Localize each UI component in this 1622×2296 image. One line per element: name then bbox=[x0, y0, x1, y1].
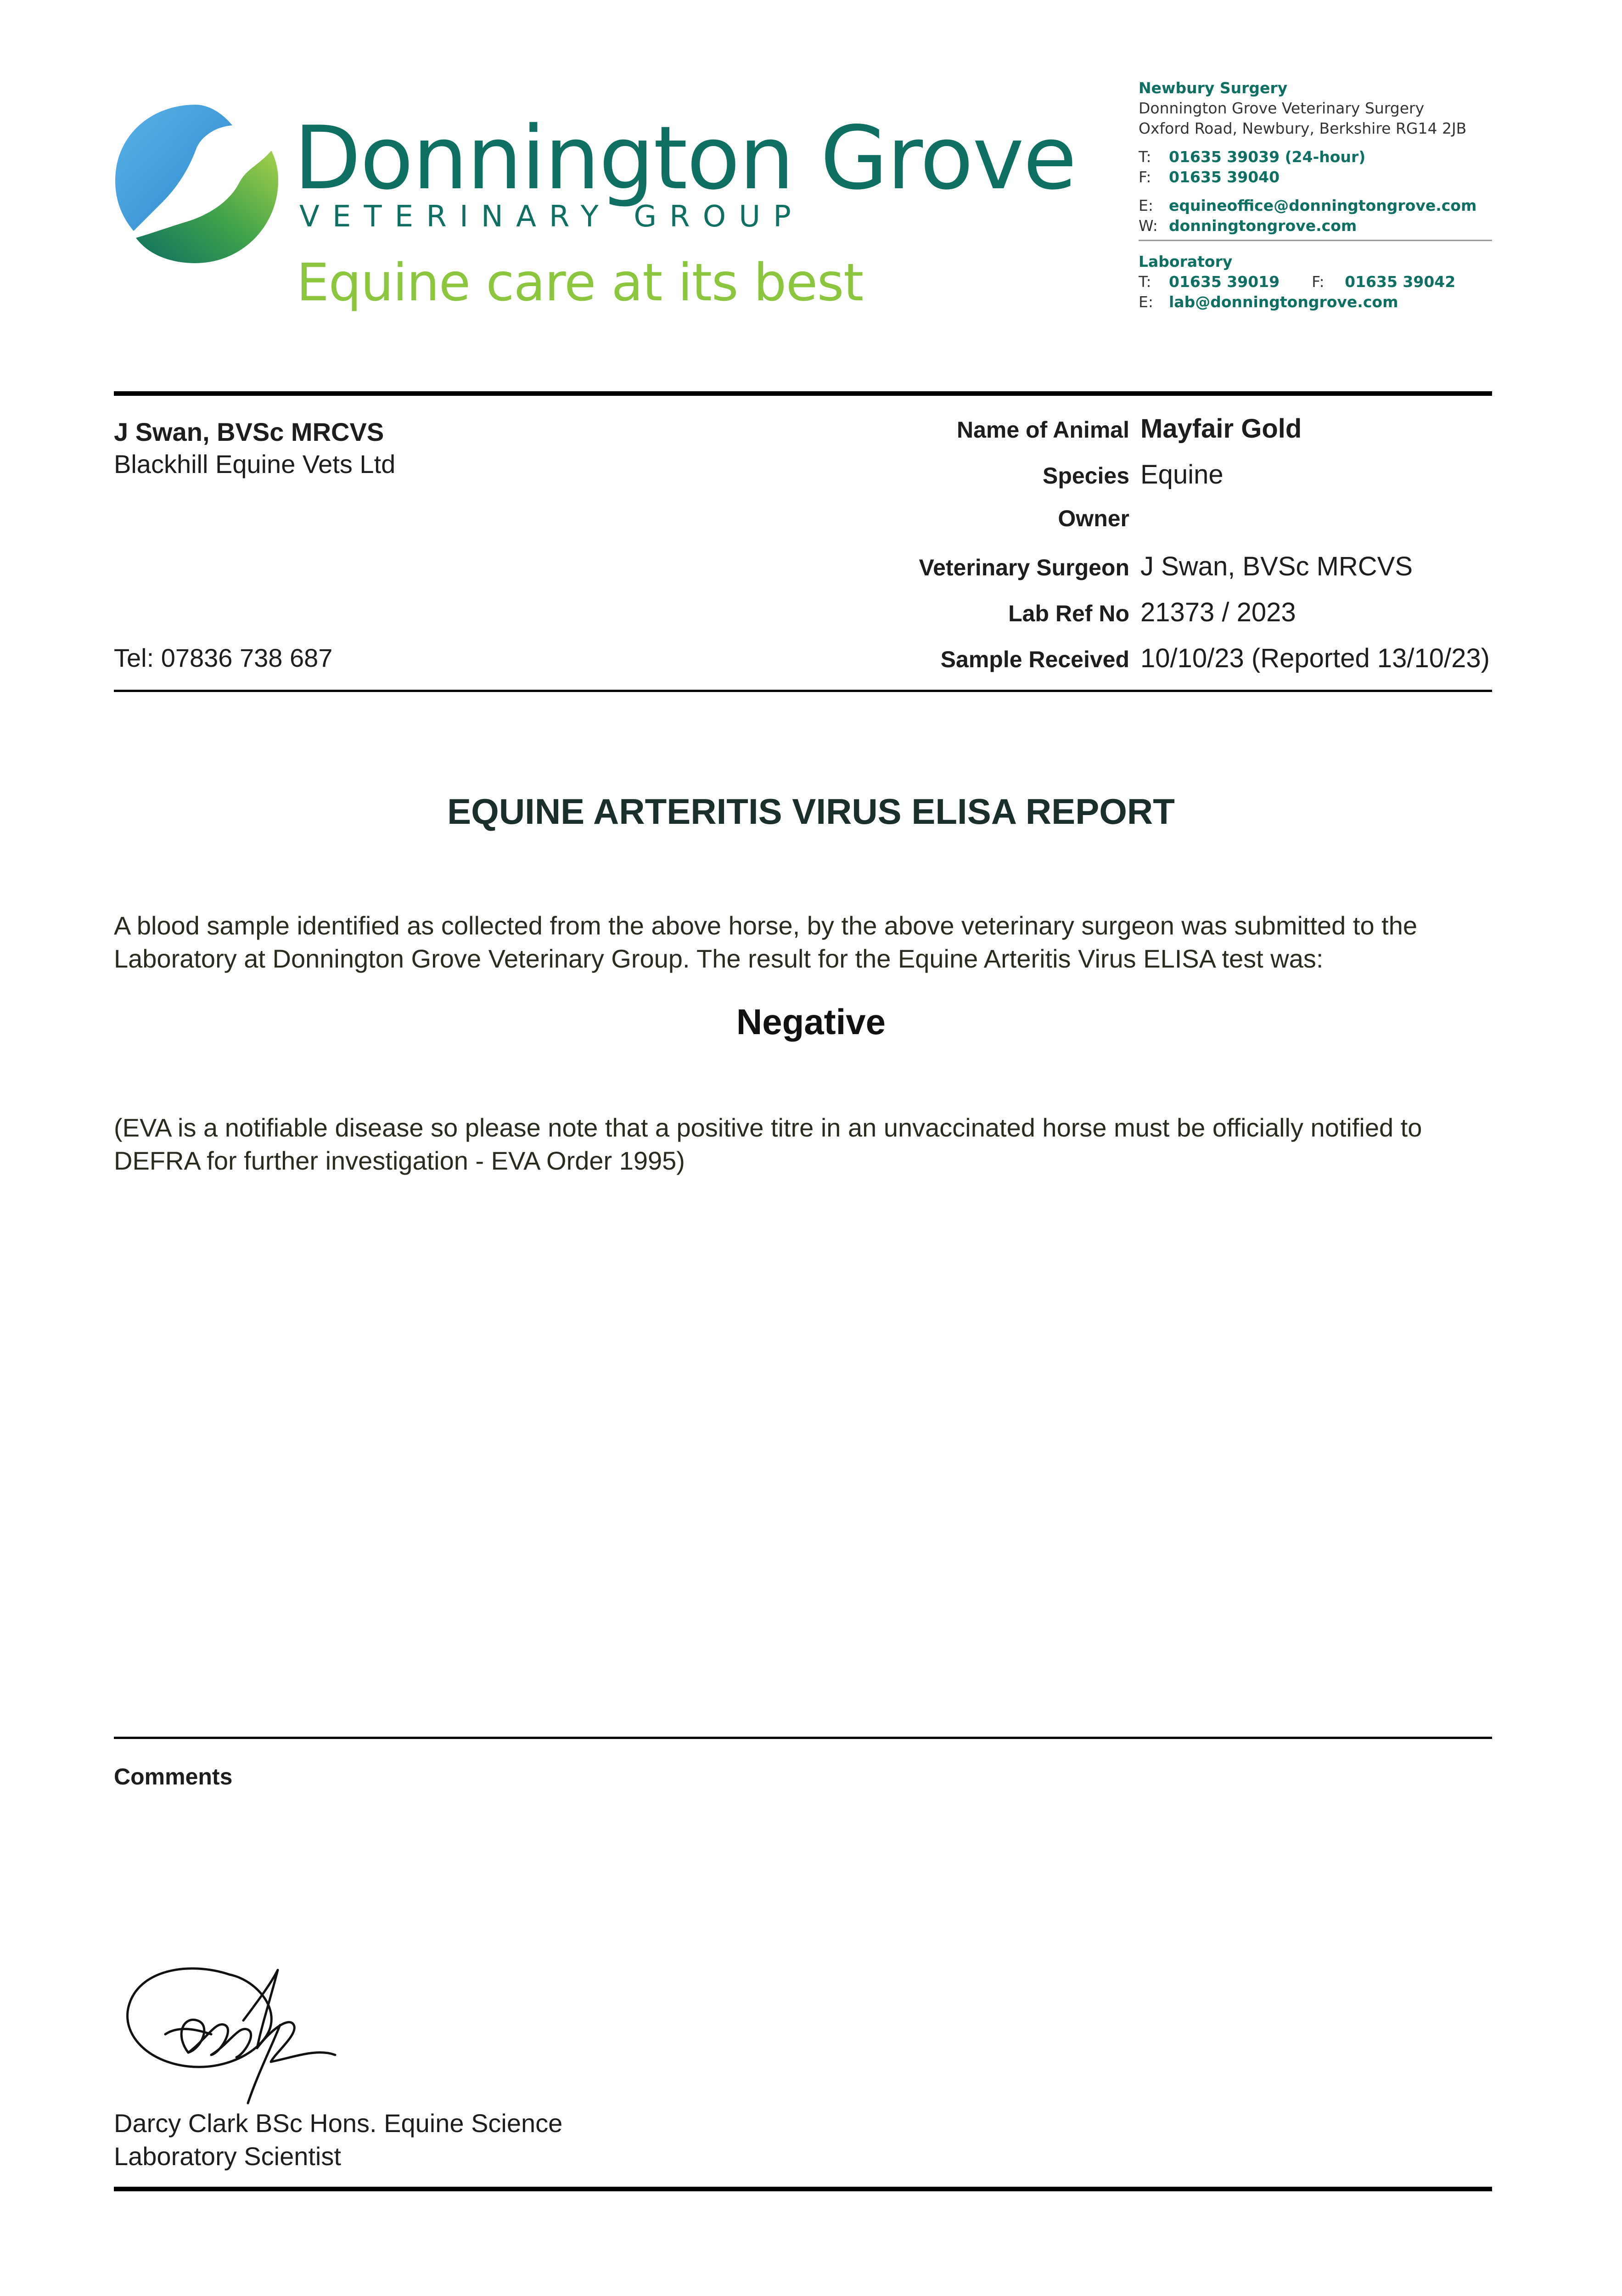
brand-subtitle: VETERINARY GROUP bbox=[299, 200, 804, 234]
address-line-1: Donnington Grove Veterinary Surgery bbox=[1139, 99, 1425, 117]
details-rule bbox=[114, 690, 1492, 692]
detail-row bbox=[780, 643, 1497, 689]
signatory-role: Laboratory Scientist bbox=[114, 2142, 341, 2171]
contact-divider bbox=[1139, 240, 1492, 241]
surgery-fax: 01635 39040 bbox=[1169, 168, 1280, 186]
detail-value: J Swan, BVSc MRCVS bbox=[1140, 551, 1413, 581]
detail-label: Owner bbox=[1058, 506, 1129, 531]
lab-tel: 01635 39019 bbox=[1169, 273, 1280, 291]
client-name: J Swan, BVSc MRCVS bbox=[114, 417, 384, 446]
detail-label: Sample Received bbox=[940, 647, 1129, 672]
detail-row bbox=[780, 505, 1497, 551]
client-block bbox=[114, 416, 395, 480]
detail-label: Lab Ref No bbox=[1008, 601, 1129, 626]
brand-name: Donnington Grove bbox=[294, 107, 1076, 209]
laboratory-contact bbox=[1139, 252, 1506, 312]
detail-row bbox=[780, 597, 1497, 643]
signature-image bbox=[119, 1956, 376, 2112]
surgery-heading: Newbury Surgery bbox=[1139, 79, 1288, 97]
email-label: E: bbox=[1139, 197, 1153, 214]
report-paragraph: A blood sample identified as collected from the above horse, by the above veterinary surgeon was submitted to the Laboratory at Donnington Grove Veterinary Group. The result for the Equine Arteritis Virus ELISA test was: bbox=[114, 911, 1417, 973]
detail-row bbox=[780, 551, 1497, 597]
surgery-contact bbox=[1139, 78, 1506, 236]
detail-label: Species bbox=[1042, 463, 1129, 489]
comments-rule bbox=[114, 1737, 1492, 1739]
surgery-tel: 01635 39039 (24-hour) bbox=[1169, 148, 1366, 166]
detail-value: 10/10/23 (Reported 13/10/23) bbox=[1140, 643, 1490, 673]
client-practice: Blackhill Equine Vets Ltd bbox=[114, 450, 396, 478]
signatory-block bbox=[114, 2107, 562, 2173]
comments-label: Comments bbox=[114, 1764, 233, 1790]
lab-email: lab@donningtongrove.com bbox=[1169, 293, 1398, 311]
fax-label: F: bbox=[1139, 168, 1151, 186]
header-rule bbox=[114, 391, 1492, 396]
detail-label: Name of Animal bbox=[956, 417, 1129, 443]
signatory-name: Darcy Clark BSc Hons. Equine Science bbox=[114, 2109, 563, 2138]
surgery-email: equineoffice@donningtongrove.com bbox=[1169, 197, 1477, 214]
report-title: EQUINE ARTERITIS VIRUS ELISA REPORT bbox=[447, 791, 1175, 832]
report-note: (EVA is a notifiable disease so please note that a positive titre in an unvaccinated horse must be officially notified to DEFRA for further investigation - EVA Order 1995) bbox=[114, 1113, 1422, 1175]
detail-value: Mayfair Gold bbox=[1140, 414, 1302, 444]
lab-fax: 01635 39042 bbox=[1345, 273, 1456, 291]
logo-icon bbox=[108, 100, 283, 265]
lab-fax-label: F: bbox=[1312, 273, 1325, 291]
detail-value: Equine bbox=[1140, 460, 1224, 490]
footer-rule bbox=[114, 2187, 1492, 2191]
web-label: W: bbox=[1139, 217, 1158, 235]
tel-label: T: bbox=[1139, 148, 1151, 166]
test-result: Negative bbox=[736, 1002, 886, 1042]
detail-row bbox=[780, 459, 1497, 505]
detail-label: Veterinary Surgeon bbox=[919, 555, 1129, 580]
animal-details bbox=[780, 413, 1497, 689]
client-tel: Tel: 07836 738 687 bbox=[114, 643, 333, 672]
lab-email-label: E: bbox=[1139, 293, 1153, 311]
brand-tagline: Equine care at its best bbox=[297, 253, 864, 313]
surgery-web: donningtongrove.com bbox=[1169, 217, 1357, 235]
laboratory-heading: Laboratory bbox=[1139, 253, 1233, 270]
detail-value: 21373 / 2023 bbox=[1140, 597, 1296, 627]
address-line-2: Oxford Road, Newbury, Berkshire RG14 2JB bbox=[1139, 119, 1467, 137]
lab-tel-label: T: bbox=[1139, 273, 1151, 291]
detail-row bbox=[780, 413, 1497, 459]
